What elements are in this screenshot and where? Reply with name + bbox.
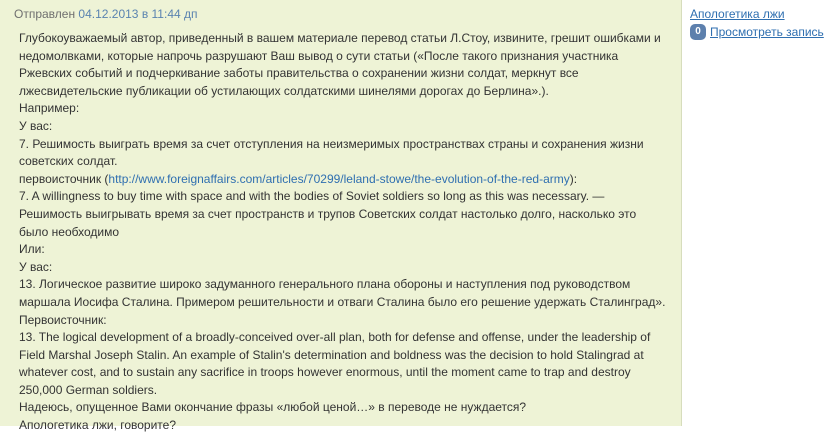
comment-line: Или: [19, 242, 45, 257]
comment-line: советских солдат. [19, 154, 118, 169]
comment-count-badge: 0 [690, 24, 706, 40]
comment-date: 04.12.2013 в 11:44 дп [78, 7, 198, 21]
comment-line: whatever cost, and to sustain any sacrifice in troops however enormous, until the moment came to trap and destroy [19, 365, 631, 380]
sidebar-row [690, 24, 824, 40]
comment-line: было необходимо [19, 224, 119, 239]
source-link[interactable]: http://www.foreignaffairs.com/articles/70299/leland-stowe/the-evolution-of-the-red-army [108, 171, 570, 186]
comment-line: Первоисточник: [19, 312, 107, 327]
comment-line: 13. Логическое развитие широко задуманного генерального плана обороны и наступления под руководством [19, 277, 631, 292]
comment-line: Field Marshal Joseph Stalin. An example of Stalin's determination and boldness was the decision to hold Stalingrad at [19, 347, 644, 362]
source-suffix: ): [569, 171, 578, 186]
comment-line: У вас: [19, 259, 53, 274]
source-line [19, 171, 674, 189]
comment-line: лжесвидетельские публикации об устилающих солдатскими шинелями дорогах до Берлина».). [19, 83, 549, 98]
view-post-link[interactable]: Просмотреть запись [710, 25, 824, 39]
post-title-link[interactable]: Апологетика лжи [690, 7, 785, 21]
comment-line: 13. The logical development of a broadly-conceived over-all plan, both for defense and offense, under the leadership of [19, 330, 651, 345]
comment-line: 7. Решимость выиграть время за счет отступления на неизмеримых пространствах страны и сохранения жизни [19, 136, 644, 151]
comment-line: 250,000 German soldiers. [19, 382, 158, 397]
sent-label: Отправлен [14, 7, 76, 21]
comment-line: Апологетика лжи, говорите? [19, 418, 177, 433]
comment-line: 7. A willingness to buy time with space and with the bodies of Soviet soldiers so long as this was necessary. — [19, 189, 605, 204]
comment-line: Ржевских событий и подчеркивание заботы правительства о сохранении жизни солдат, меркнут все [19, 66, 579, 81]
comment-text [19, 30, 674, 435]
comment-line: У вас: [19, 118, 53, 133]
comment-meta [14, 7, 198, 21]
comment-line: Решимость выигрывать время за счет пространств и трупов Советских солдат настолько долго, насколько это [19, 206, 637, 221]
comment-line: недомолвками, которые напрочь разрушают Ваш вывод о сути статьи («После такого признания участника [19, 48, 619, 63]
source-prefix: первоисточник ( [19, 171, 109, 186]
comment-line: маршала Иосифа Сталина. Примером решительности и отваги Сталина было его решение удержать Сталинград». [19, 294, 666, 309]
comment-line: Например: [19, 101, 80, 116]
comment-line: Надеюсь, опущенное Вами окончание фразы «любой ценой…» в переводе не нуждается? [19, 400, 527, 415]
comment-line: Глубокоуважаемый автор, приведенный в вашем материале перевод статьи Л.Стоу, извините, грешит ошибками и [19, 31, 661, 45]
